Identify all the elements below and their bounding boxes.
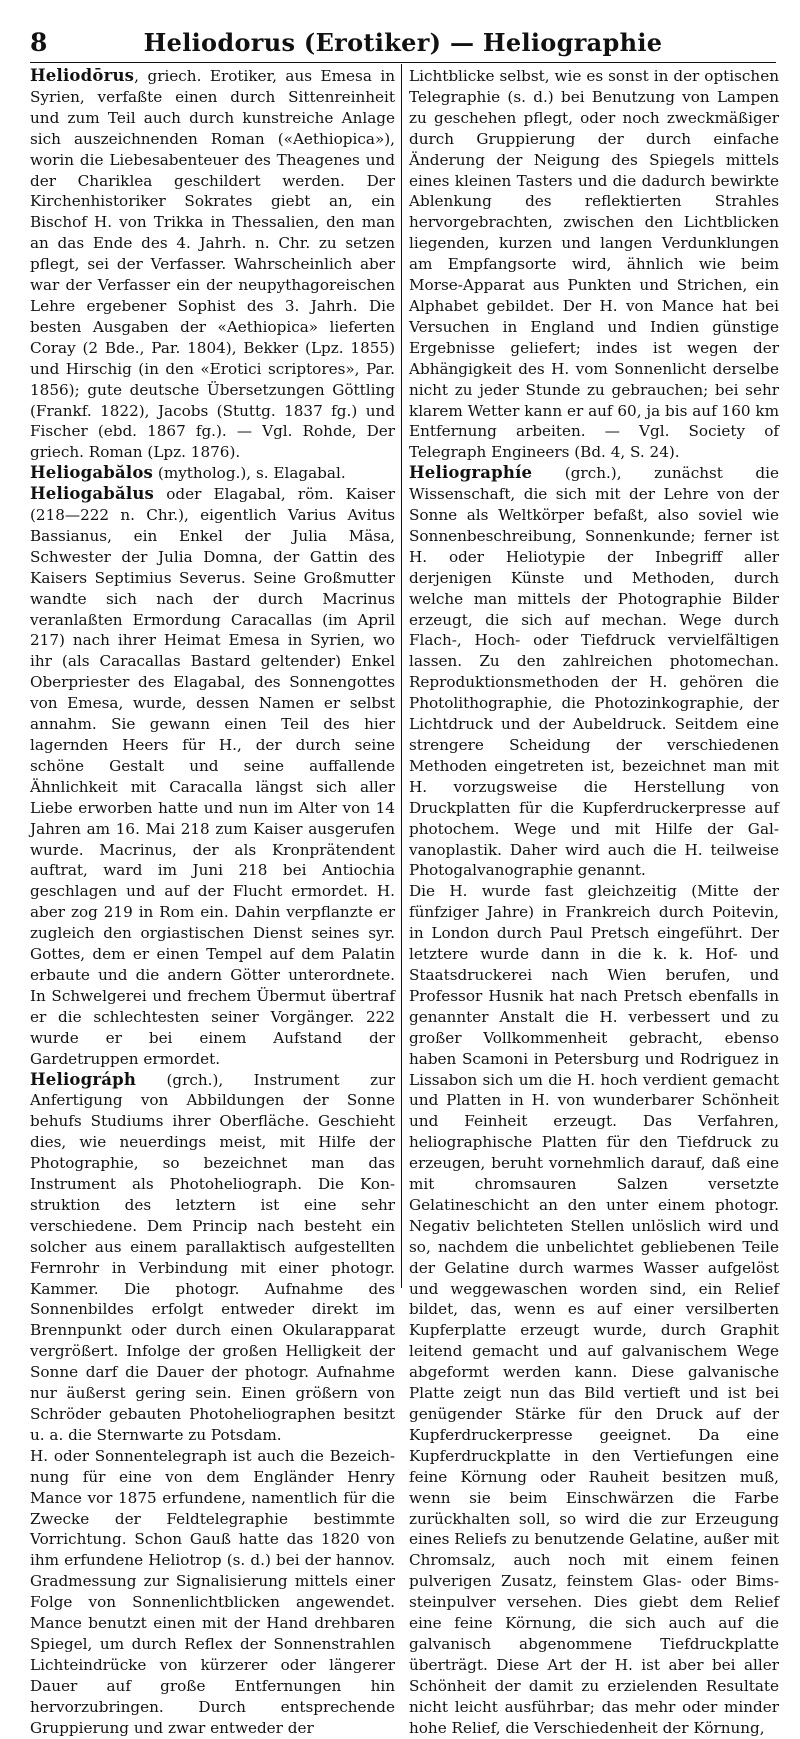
entry-lemma: Heliodōrus bbox=[30, 66, 135, 85]
entry-heliodorus bbox=[30, 66, 395, 463]
entry-text: (mytholog.), s. Elagabal. bbox=[153, 464, 346, 483]
entry-text: oder Elagabal, röm. Kaiser (218—222 n. Chr.), eigentlich Varius Avitus Bassianus, ein Enkel der Julia Mäsa, Schwester der Julia Domna, der Gattin des Kaisers Septimius Severus. Seine Großmutter wandte sich nach der durch Macrinus veranlaßten Ermordung Caracallas (im April 217) nach ihrer Heimat Emesa in Syrien, wo ihr (als Caracallas Bastard geltender) Enkel Oberpriester des Elagabal, des Sonnengottes von Emesa, wurde, dessen Namen er selbst annahm. Sie gewann einen Teil des hier lagernden Heers für H., der durch seine schöne Gestalt und seine auffallende Ähnlichkeit mit Caracalla längst sich aller Liebe erworben hatte und nun im Alter von 14 Jahren am 16. Mai 218 zum Kaiser ausgerufen wurde. Macrinus, der als Kronprätendent auftrat, ward im Juni 218 bei Antiochia geschlagen und auf der Flucht ermordet. H. aber zog 219 in Rom ein. Dahin verpflanzte er zugleich den orgiastischen Dienst seines syr. Gottes, dem er einen Tempel auf dem Palatin erbaute und die andern Götter unterordnete. In Schwelgerei und frechem Übermut übertraf er die schlechtesten seiner Vorgänger. 222 wurde er bei einem Aufstand der Gardetruppen ermordet. bbox=[30, 485, 395, 1068]
entry-lemma: Heliographíe bbox=[409, 463, 533, 483]
entry-text: (grch.), zunächst die Wissenschaft, die sich mit der Lehre von der Sonne als Weltkörper befaßt, also soviel wie Sonnenbeschreibung, Sonnenkunde; ferner ist H. oder Heliotypie der Inbegriff aller derjenigen Künste und Methoden, durch welche man mittels der Photographie Bilder erzeugt, die sich auf mechan. Wege durch Flach-, Hoch- oder Tiefdruck vervielfältigen lassen. Zu den zahlreichen photomechan. Reproduktionsmethoden der H. gehören die Photolithographie, die Photozinkographie, der Lichtdruck und der Aubeldruck. Seitdem eine strengere Scheidung der verschiedenen Methoden eingetreten ist, bezeichnet man mit H. vorzugsweise die Herstellung von Druckplatten für die Kupferdruckerpresse auf photochem. Wege und mit Hilfe der Galvanoplastik. Daher wird auch die H. teilweise Photogalvanographie genannt. bbox=[409, 464, 779, 880]
entry-lemma: Heliográph bbox=[30, 1069, 137, 1089]
entry-text: (grch.), Instrument zur Anfertigung von Abbildungen der Sonne behufs Studiums ihrer Oberfläche. Geschieht dies, wie neuerdings meist, mit Hilfe der Photographie, so bezeichnet man das Instrument als Photoheliograph. Die Konstruktion des letztern ist eine sehr verschiedene. Dem Princip nach besteht ein solcher aus einem parallaktisch aufgestellten Fernrohr in Verbindung mit einer photogr. Kammer. Die photogr. Aufnahme des Sonnenbildes erfolgt entweder direkt im Brennpunkt oder durch einen Okularapparat vergrößert. Infolge der großen Helligkeit der Sonne darf die Dauer der photogr. Aufnahme nur äußerst gering sein. Einen größern von Schröder gebauten Photoheliographen besitzt u. a. die Sternwarte zu Potsdam. bbox=[30, 1070, 395, 1444]
right-column bbox=[409, 66, 779, 1737]
entry-sonnentelegraph bbox=[30, 1446, 395, 1739]
entry-text: , griech. Erotiker, aus Emesa in Syrien, verfaßte einen durch Sittenreinheit und zum Teil auch durch kunstreiche Anlage sich auszeichnenden Roman («Aethiopica»), worin die Liebesabenteuer des Theagenes und der Chariklea geschildert werden. Der Kirchenhistoriker Sokrates giebt an, ein Bischof H. von Trikka in Thessalien, den man an das Ende des 4. Jahrh. n. Chr. zu setzen pflegt, sei der Verfasser. Wahrscheinlich aber war der Verfasser ein der neupythagoreischen Lehre ergebener Sophist des 3. Jahrh. Die besten Ausgaben der «Aethiopica» lieferten Coray (2 Bde., Par. 1804), Bekker (Lpz. 1855) und Hirschig (in den «Erotici scriptores», Par. 1856); gute deutsche Übersetzungen Göttling (Frankf. 1822), Jacobs (Stuttg. 1837 fg.) und Fischer (ebd. 1867 fg.). — Vgl. Rohde, Der griech. Roman (Lpz. 1876). bbox=[30, 67, 395, 462]
entry-text: Die H. wurde fast gleichzeitig (Mitte der fünfziger Jahre) in Frankreich durch Poitevin, in London durch Paul Pretsch eingeführt. Der letztere wurde dann in die k. k. Hof- und Staatsdruckerei nach Wien berufen, und Professor Husnik hat nach Pretsch ebenfalls in genannter Anstalt die H. verbessert und zu großer Vollkommenheit gebracht, ebenso haben Scamoni in Petersburg und Rodriguez in Lissabon sich um die H. hoch verdient gemacht und Platten in H. von wunderbarer Schönheit und Feinheit erzeugt. Das Verfahren, heliographische Platten für den Tiefdruck zu erzeugen, beruht vornehmlich darauf, daß eine mit chromsauren Salzen versetzte Gelatineschicht an den unter einem photogr. Negativ belichteten Stellen unlöslich wird und so, nachdem die unbelichtet gebliebenen Teile der Gelatine durch warmes Wasser aufgelöst und weggewaschen worden sind, ein Relief bildet, das, wenn es auf einer versilberten Kupferplatte erzeugt wurde, durch Graphit leitend gemacht und auf galvanischem Wege abgeformt werden kann. Diese galvanische Platte zeigt nun das Bild vertieft und ist bei genügender Stärke für den Druck auf der Kupferdruckerpresse geeignet. Da eine Kupferdruckplatte in den Vertiefungen eine feine Körnung oder Rauheit besitzen muß, wenn sie beim Einschwärzen die Farbe zurückhalten soll, so wird die zur Erzeugung eines Reliefs zu benutzende Gelatine, außer mit Chromsalz, auch noch mit einem feinen pulverigen Zusatz, feinstem Glas- oder Bimssteinpulver versehen. Dies giebt dem Relief eine feine Körnung, die sich auch auf die galvanisch abgenommene Tiefdruckplatte überträgt. Diese Art der H. ist aber bei aller Schönheit der damit zu erzielenden Resultate nicht leicht ausführbar; das mehr oder minder hohe Relief, die Verschiedenheit der Körnung, bbox=[409, 882, 779, 1737]
entry-text: H. oder Sonnentelegraph ist auch die Bezeichnung für eine von dem Engländer Henry Mance vor 1875 erfundene, namentlich für die Zwecke der Feldtelegraphie bestimmte Vorrichtung. Schon Gauß hatte das 1820 von ihm erfundene Heliotrop (s. d.) bei der hannov. Gradmessung zur Signalisierung mittels einer Folge von Sonnenlichtblicken angewendet. Mance benutzt einen mit der Hand drehbaren Spiegel, um durch Reflex der Sonnenstrahlen Lichteindrücke von kürzerer oder längerer Dauer auf große Entfernungen hin hervorzubringen. Durch entsprechende Gruppierung und zwar entweder der bbox=[30, 1446, 395, 1737]
page-number: 8 bbox=[30, 28, 48, 57]
column-divider bbox=[401, 64, 402, 1288]
entry-heliograph bbox=[30, 1070, 395, 1446]
entry-text: Lichtblicke selbst, wie es sonst in der optischen Telegraphie (s. d.) bei Benutzung von Lampen zu geschehen pflegt, oder noch zweckmäßiger durch Gruppierung der durch einfache Änderung der Neigung des Spiegels mittels eines kleinen Tasters und die dadurch bewirkte Ablenkung des reflektierten Strahles hervorgebrachten, zwischen den Lichtblicken liegenden, kurzen und langen Verdunklungen am Empfangsorte wird, ähnlich wie beim Morse-Apparat aus Punkten und Strichen, ein Alphabet gebildet. Der H. von Mance hat bei Versuchen in England und Indien günstige Ergebnisse geliefert; indes ist wegen der Abhängigkeit des H. vom Sonnenlicht derselbe nicht zu jeder Stunde zu gebrauchen; bei sehr klarem Wetter kann er auf 60, ja bis auf 160 km Entfernung arbeiten. — Vgl. Society of Telegraph Engineers (Bd. 4, S. 24). bbox=[409, 67, 779, 462]
entry-lemma: Heliogabălos bbox=[30, 463, 154, 483]
left-column bbox=[30, 66, 395, 1737]
entry-heliographie-history bbox=[409, 881, 779, 1738]
entry-lemma: Heliogabălus bbox=[30, 484, 155, 504]
entry-heliogabalos bbox=[30, 463, 395, 484]
running-head: Heliodorus (Erotiker) — Heliographie bbox=[143, 28, 663, 57]
header-rule bbox=[30, 62, 776, 63]
entry-heliogabalus bbox=[30, 484, 395, 1069]
entry-sonnentelegraph-continued bbox=[409, 66, 779, 463]
entry-heliographie bbox=[409, 463, 779, 881]
page-header bbox=[30, 26, 776, 62]
